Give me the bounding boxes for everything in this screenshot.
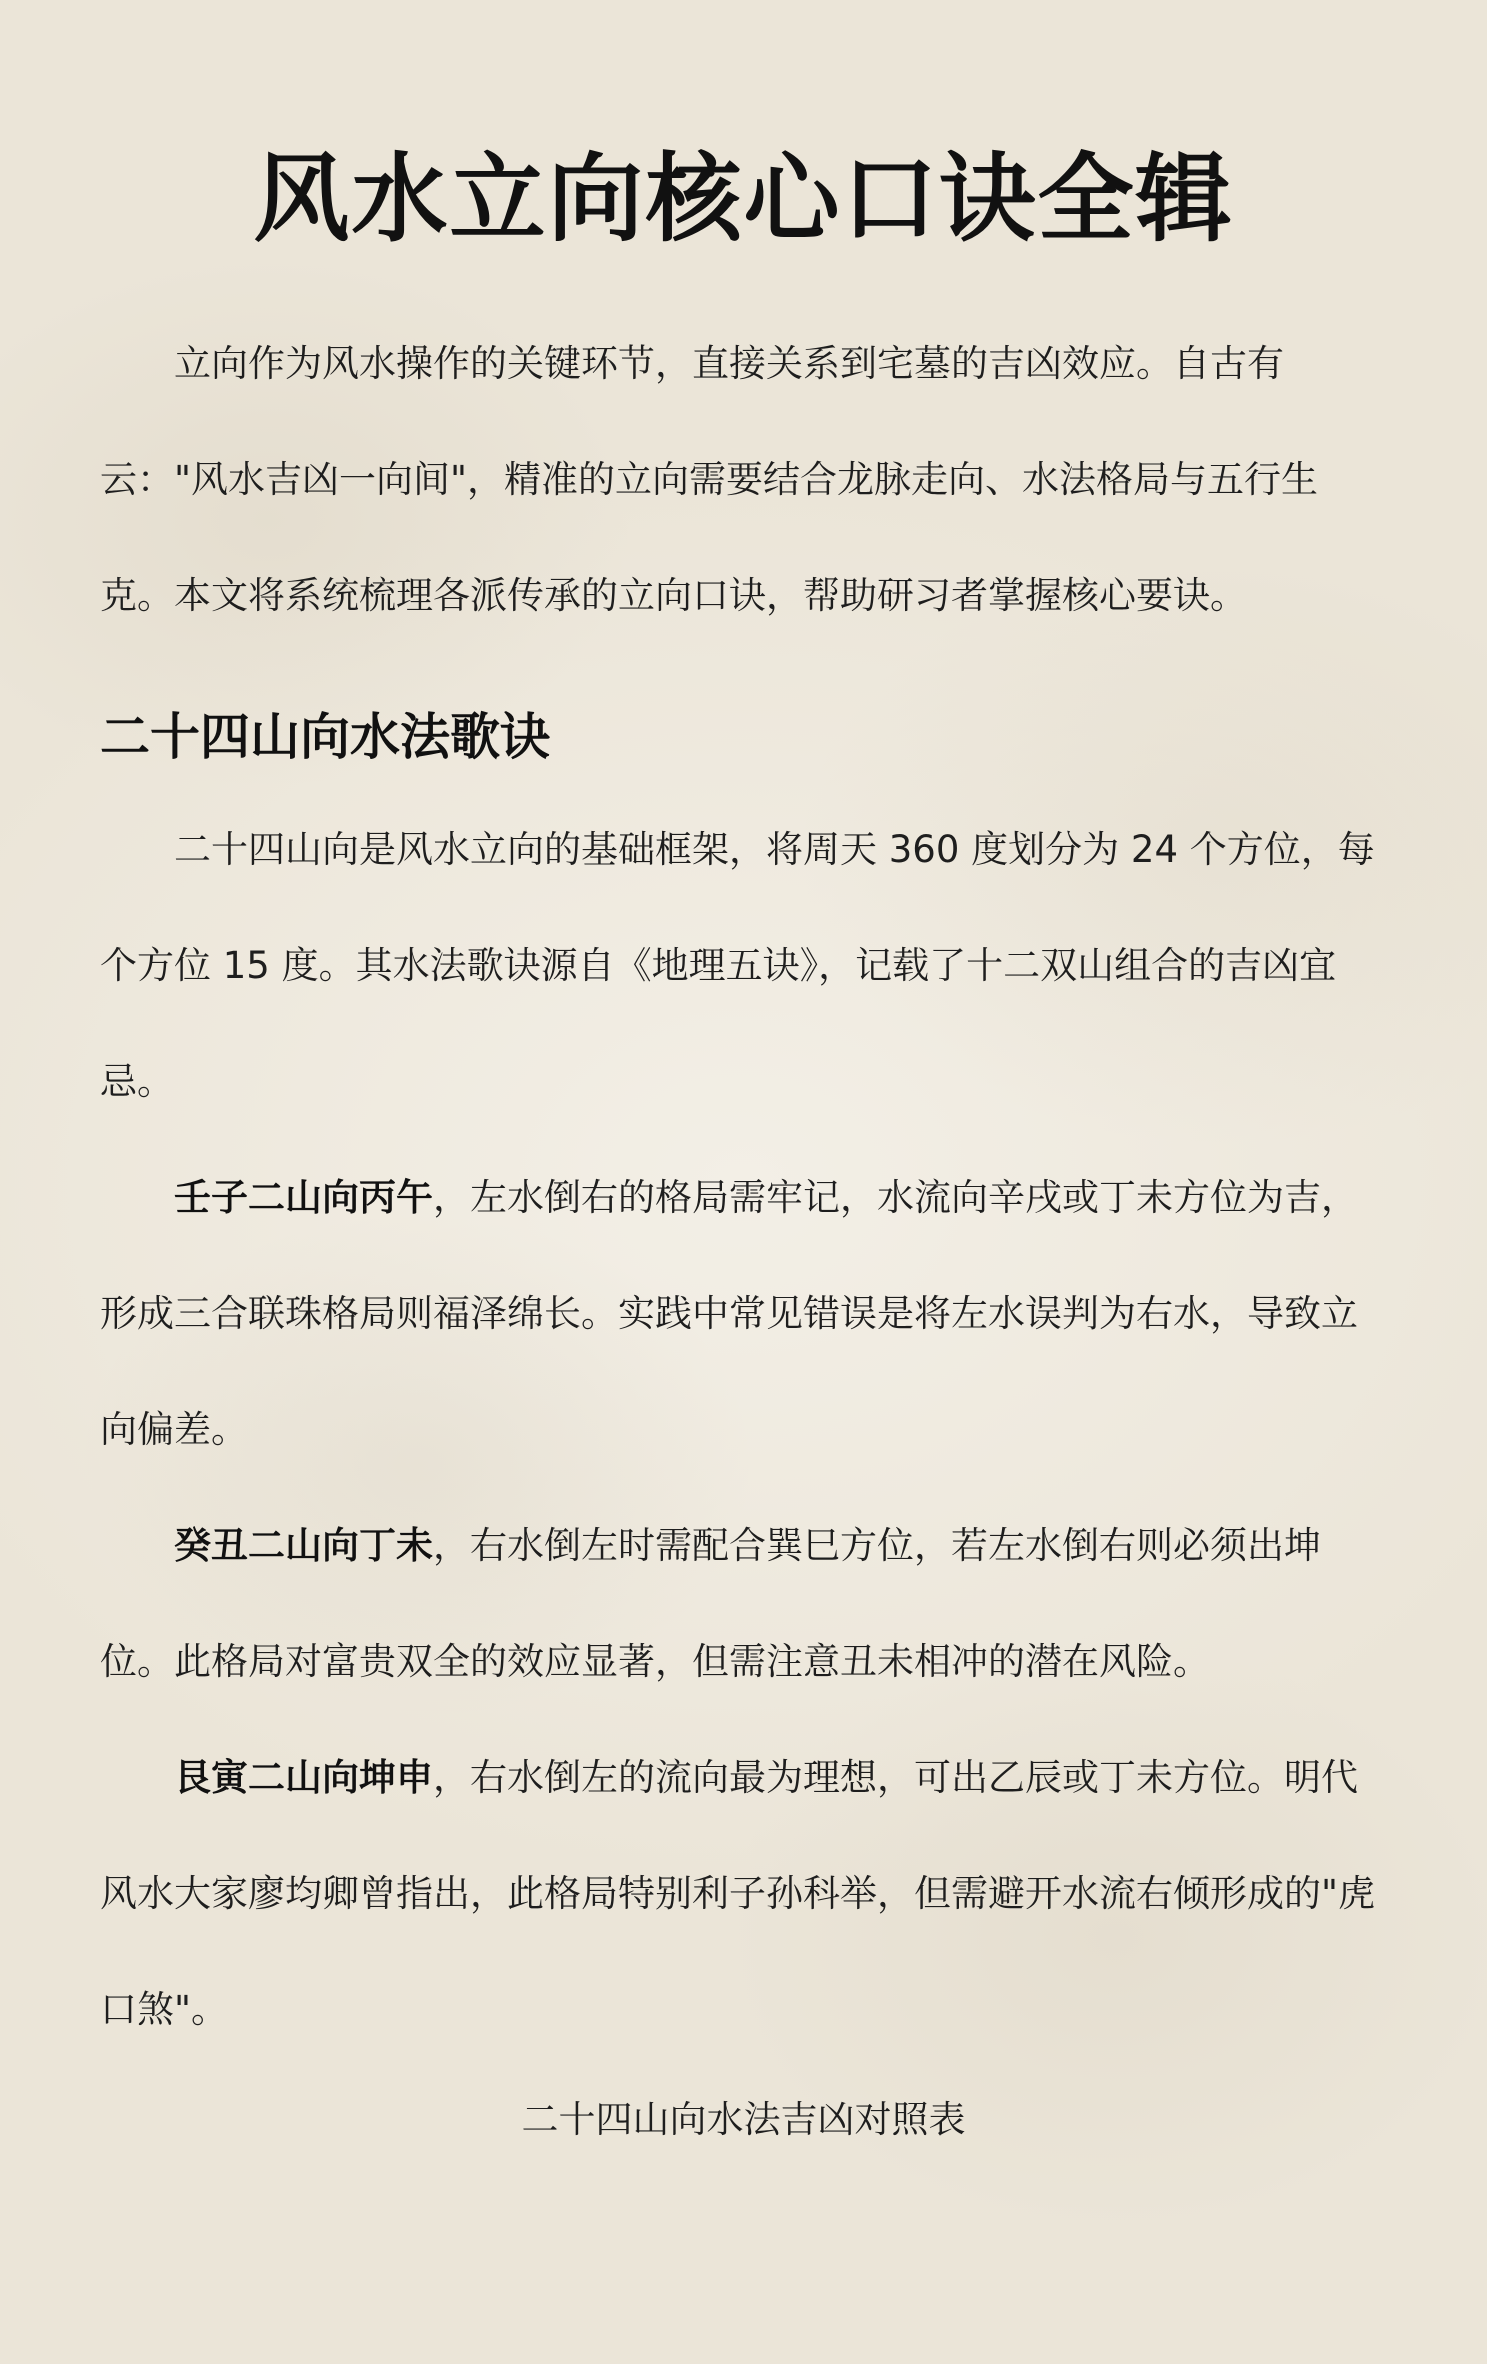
page-title: 风水立向核心口诀全辑 xyxy=(253,143,1234,255)
section-paragraph: 二十四山向是风水立向的基础框架，将周天 360 度划分为 24 个方位，每个方位 15 度。其水法歌诀源自《地理五诀》，记载了十二双山组合的吉凶宜忌。 xyxy=(100,828,1375,1103)
rule-paragraph-renzi xyxy=(100,1140,1387,1488)
rule-term: 艮寅二山向坤申 xyxy=(174,1756,433,1799)
rule-paragraph-guichou xyxy=(100,1488,1387,1720)
table-caption: 二十四山向水法吉凶对照表 xyxy=(521,2098,966,2141)
rule-text: ，左水倒右的格局需牢记，水流向辛戌或丁未方位为吉，形成三合联珠格局则福泽绵长。实践中常见错误是将左水误判为右水，导致立向偏差。 xyxy=(100,1176,1358,1451)
intro-paragraph: 立向作为风水操作的关键环节，直接关系到宅墓的吉凶效应。自古有云："风水吉凶一向间"，精准的立向需要结合龙脉走向、水法格局与五行生克。本文将系统梳理各派传承的立向口诀，帮助研习者掌握核心要诀。 xyxy=(100,342,1319,617)
rule-text: ，右水倒左的流向最为理想，可出乙辰或丁未方位。明代风水大家廖均卿曾指出，此格局特别利子孙科举，但需避开水流右倾形成的"虎口煞"。 xyxy=(100,1756,1376,2031)
rule-paragraph-genyin xyxy=(100,1720,1387,2068)
rule-term: 癸丑二山向丁未 xyxy=(174,1524,433,1567)
section-heading: 二十四山向水法歌诀 xyxy=(100,708,550,766)
rule-text: ，右水倒左时需配合巽巳方位，若左水倒右则必须出坤位。此格局对富贵双全的效应显著，但需注意丑未相冲的潜在风险。 xyxy=(100,1524,1321,1683)
rule-term: 壬子二山向丙午 xyxy=(174,1176,433,1219)
